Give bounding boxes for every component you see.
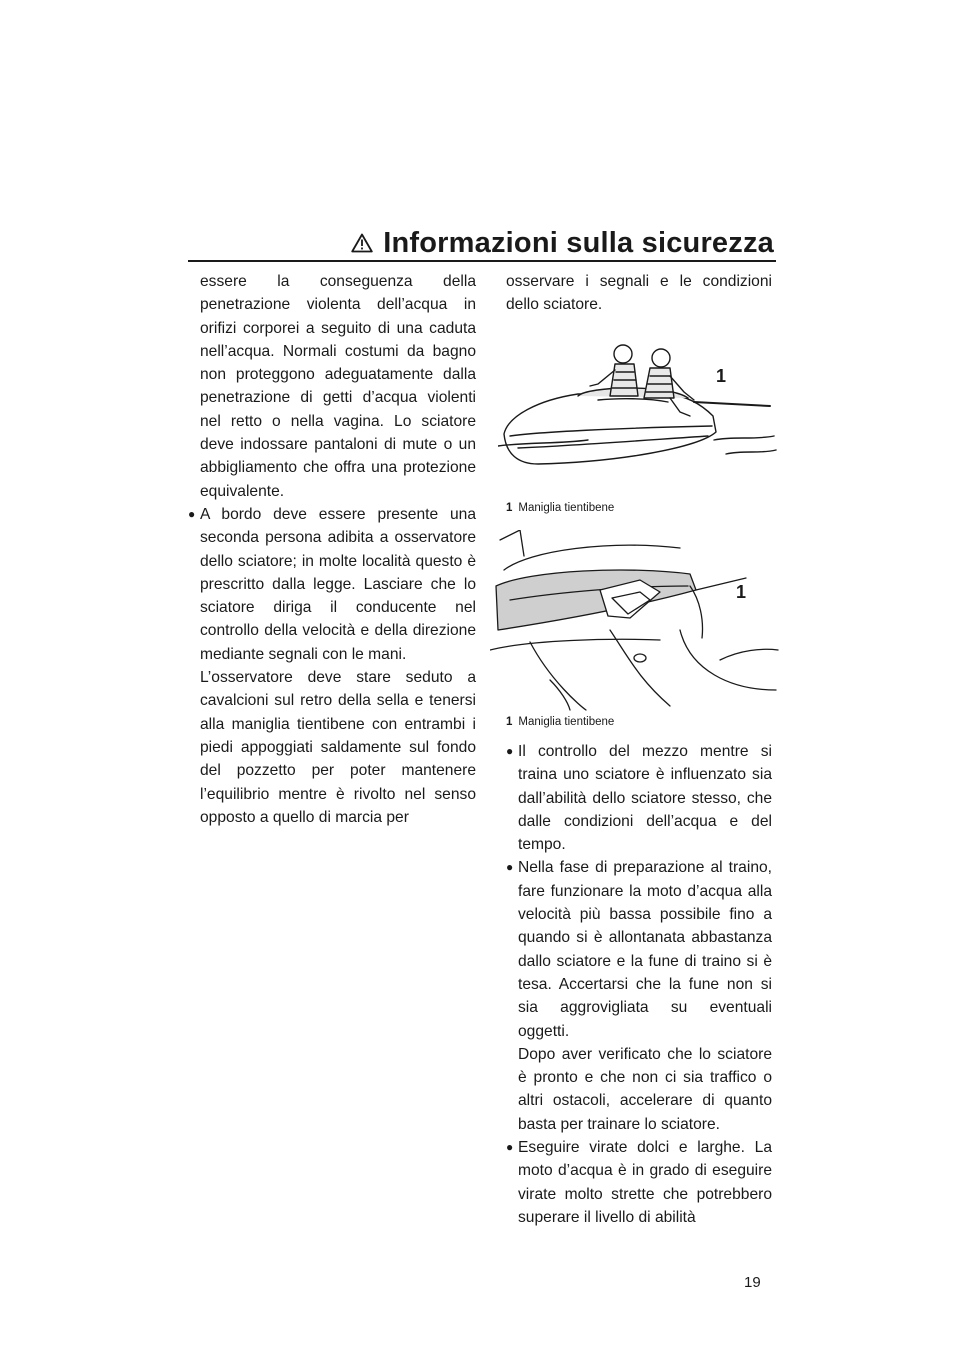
page-title: Informazioni sulla sicurezza bbox=[383, 227, 774, 259]
caption-text: Maniglia tientibene bbox=[518, 502, 615, 514]
caption-text: Maniglia tientibene bbox=[518, 716, 615, 728]
bullet-text: Eseguire virate dolci e larghe. La moto d’acqua è in grado di eseguire virate molto strette che potrebbero superare il livello di abilità bbox=[518, 1139, 772, 1226]
caption-number: 1 bbox=[506, 502, 513, 514]
bullet-item bbox=[506, 1136, 772, 1229]
bullet-continuation: L’osservatore deve stare seduto a cavalcioni sul retro della sella e tenersi alla maniglia tientibene con entrambi i piedi appoggiati saldamente sul fondo del pozzetto per poter mantenere l’equilibrio mentre è rivolto nel senso opposto a quello di marcia per bbox=[200, 669, 476, 826]
figure-callout-2: 1 bbox=[736, 582, 747, 602]
bullet-text: Il controllo del mezzo mentre si traina uno sciatore è influenzato sia dall’abilità dello sciatore stesso, che dalle condizioni dell’acqua e del tempo. bbox=[518, 743, 772, 854]
bullet-text: A bordo deve essere presente una seconda persona adibita a osservatore dello sciatore; in molte località questo è prescritto dalla legge. Lasciare che lo sciatore diriga il conducente nel controllo della velocità e della direzione mediante segnali con le mani. bbox=[200, 505, 476, 663]
bullet-dot-icon: ● bbox=[506, 1140, 514, 1155]
page-title-wrap bbox=[351, 226, 774, 260]
grab-handle-illustration bbox=[490, 530, 780, 712]
bullet-dot-icon: ● bbox=[506, 860, 514, 875]
bullet-item bbox=[506, 856, 772, 1136]
page-header bbox=[188, 226, 776, 262]
figure-grab-handle bbox=[490, 530, 780, 712]
bullet-dot-icon: ● bbox=[188, 506, 196, 521]
warning-triangle-icon bbox=[351, 233, 373, 253]
right-column-top bbox=[506, 270, 772, 317]
figure-caption-1 bbox=[506, 502, 614, 514]
page-number: 19 bbox=[744, 1274, 761, 1291]
bullet-continuation: Dopo aver verificato che lo sciatore è pronto e che non ci sia traffico o altri ostacoli, accelerare di quanto basta per trainare lo sciatore. bbox=[518, 1045, 772, 1133]
figure-caption-2 bbox=[506, 716, 614, 728]
bullet-item bbox=[506, 740, 772, 856]
figure-callout-1: 1 bbox=[716, 366, 727, 386]
left-column bbox=[188, 270, 476, 829]
paragraph: essere la conseguenza della penetrazione violenta dell’acqua in orifizi corporei a seguito di una caduta nell’acqua. Normali costumi da bagno non proteggono adeguatamente dalla penetrazione di getti d’acqua violenti nel retto o nella vagina. Lo sciatore deve indossare pantaloni di mute o un abbigliamento che offra una protezione equivalente. bbox=[200, 273, 476, 500]
bullet-item bbox=[188, 503, 476, 829]
watercraft-illustration bbox=[498, 336, 778, 476]
bullet-dot-icon: ● bbox=[506, 744, 514, 758]
caption-number: 1 bbox=[506, 716, 513, 728]
figure-watercraft-riders bbox=[498, 336, 778, 476]
right-column-bullets bbox=[506, 740, 772, 1229]
bullet-text: Nella fase di preparazione al traino, fare funzionare la moto d’acqua alla velocità più bassa possibile fino a quando si è allontanata abbastanza dallo sciatore e la fune di traino si è tesa. Accertarsi che la fune non si sia aggrovigliata su eventuali oggetti. bbox=[518, 859, 772, 1040]
paragraph: osservare i segnali e le condizioni dello sciatore. bbox=[506, 273, 772, 314]
